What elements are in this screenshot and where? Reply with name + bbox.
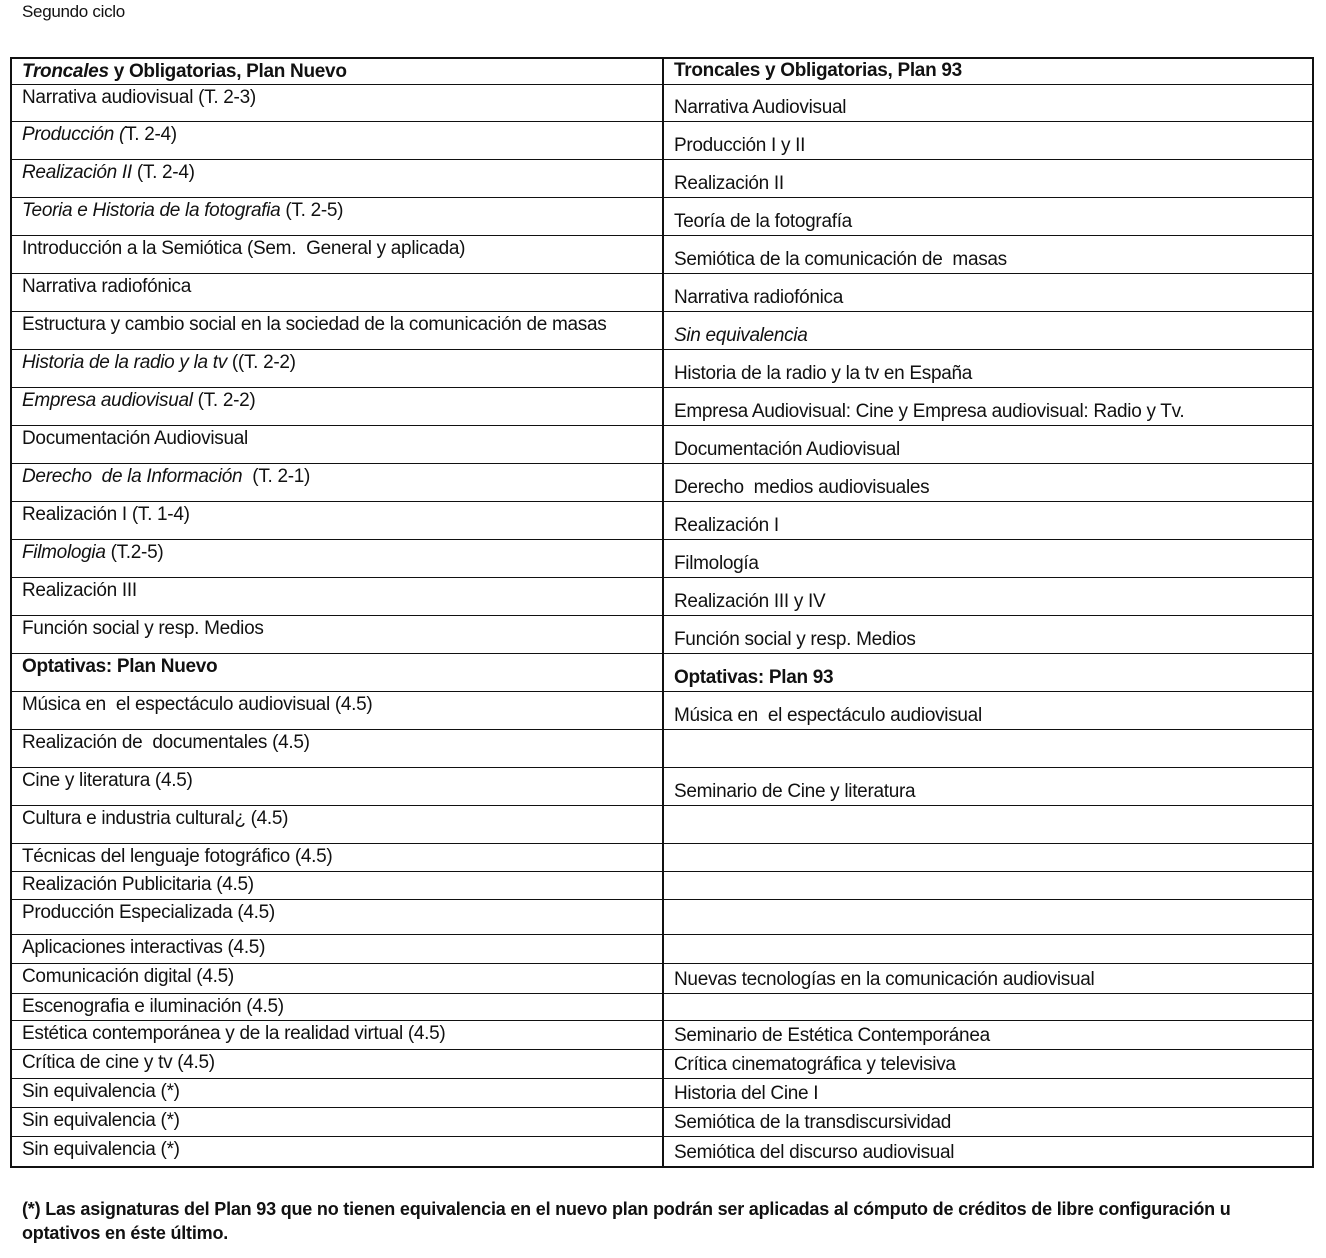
table-row — [12, 463, 1312, 501]
cell-plan-nuevo-note: T. 2-4) — [125, 124, 177, 145]
header-plan-93: Troncales y Obligatorias, Plan 93 — [674, 60, 962, 81]
cell-plan-nuevo — [12, 615, 664, 653]
table-row — [12, 871, 1312, 899]
cell-plan-93: Función social y resp. Medios — [664, 615, 1312, 653]
cell-plan-93: Documentación Audiovisual — [664, 425, 1312, 463]
cell-plan-nuevo: Realización de documentales (4.5) — [12, 729, 664, 767]
cell-plan-93 — [664, 871, 1312, 899]
table-row — [12, 1078, 1312, 1107]
cell-plan-93: Seminario de Cine y literatura — [664, 767, 1312, 805]
table-row — [12, 729, 1312, 767]
cell-plan-nuevo: Realización Publicitaria (4.5) — [12, 871, 664, 899]
cell-plan-nuevo — [12, 501, 664, 539]
cell-plan-nuevo-text: Derecho de la Información — [22, 466, 243, 487]
table-row — [12, 387, 1312, 425]
table-row — [12, 197, 1312, 235]
cell-plan-93 — [664, 993, 1312, 1020]
cell-plan-nuevo-note: (T. 2-4) — [131, 162, 195, 183]
cell-plan-93 — [664, 729, 1312, 767]
cell-plan-93: Semiótica de la comunicación de masas — [664, 235, 1312, 273]
cell-plan-93: Realización II — [664, 159, 1312, 197]
cell-plan-nuevo-text: Estructura y cambio social en la sociedad de la comunicación de masas — [22, 314, 607, 335]
optativas-plan-nuevo-header: Optativas: Plan Nuevo — [12, 653, 664, 691]
cell-plan-93: Historia del Cine I — [664, 1078, 1312, 1107]
table-row — [12, 425, 1312, 463]
cell-plan-nuevo-note: (T. 2-3) — [193, 87, 256, 108]
header-left-rest: y Obligatorias, Plan Nuevo — [108, 61, 347, 82]
cell-plan-93 — [664, 899, 1312, 934]
table-row — [12, 1020, 1312, 1049]
cell-plan-nuevo — [12, 387, 664, 425]
cell-plan-nuevo: Sin equivalencia (*) — [12, 1107, 664, 1136]
cell-plan-nuevo-text: Narrativa radiofónica — [22, 276, 192, 297]
table-row — [12, 1136, 1312, 1166]
table-header-row — [12, 59, 1312, 84]
cell-plan-nuevo-text: Empresa audiovisual — [22, 390, 193, 411]
cell-plan-nuevo — [12, 197, 664, 235]
cell-plan-nuevo — [12, 539, 664, 577]
cell-plan-nuevo-text: Realización I (T. 1-4) — [22, 504, 190, 525]
cell-plan-nuevo-note: ((T. 2-2) — [226, 352, 296, 373]
cell-plan-nuevo-text: Introducción a la Semiótica (Sem. General y aplicada) — [22, 238, 466, 259]
table-row — [12, 843, 1312, 871]
cell-plan-93: Empresa Audiovisual: Cine y Empresa audiovisual: Radio y Tv. — [664, 387, 1312, 425]
cell-plan-nuevo: Aplicaciones interactivas (4.5) — [12, 934, 664, 963]
cell-plan-93: Narrativa radiofónica — [664, 273, 1312, 311]
cell-plan-nuevo: Estética contemporánea y de la realidad virtual (4.5) — [12, 1020, 664, 1049]
table-row — [12, 1049, 1312, 1078]
cell-plan-93 — [664, 843, 1312, 871]
table-row — [12, 501, 1312, 539]
cell-plan-nuevo: Sin equivalencia (*) — [12, 1078, 664, 1107]
header-left-italic: Troncales — [22, 61, 109, 82]
table-row — [12, 1107, 1312, 1136]
cell-plan-93: Sin equivalencia — [664, 311, 1312, 349]
cell-plan-93: Crítica cinematográfica y televisiva — [664, 1049, 1312, 1078]
cell-plan-nuevo: Sin equivalencia (*) — [12, 1136, 664, 1166]
footnote: (*) Las asignaturas del Plan 93 que no tienen equivalencia en el nuevo plan podrán ser aplicadas al cómputo de créditos de libre configuración u optativos en éste último. — [22, 1199, 1231, 1243]
cell-plan-93: Producción I y II — [664, 121, 1312, 159]
table-row — [12, 767, 1312, 805]
cell-plan-nuevo — [12, 235, 664, 273]
optativas-header-row — [12, 653, 1312, 691]
cell-plan-93: Narrativa Audiovisual — [664, 84, 1312, 121]
cell-plan-93: Realización I — [664, 501, 1312, 539]
cell-plan-nuevo — [12, 311, 664, 349]
table-row — [12, 691, 1312, 729]
cell-plan-nuevo-text: Realización III — [22, 580, 137, 601]
table-row — [12, 805, 1312, 843]
cell-plan-93: Historia de la radio y la tv en España — [664, 349, 1312, 387]
cell-plan-nuevo: Técnicas del lenguaje fotográfico (4.5) — [12, 843, 664, 871]
cell-plan-93: Teoría de la fotografía — [664, 197, 1312, 235]
cell-plan-93 — [664, 805, 1312, 843]
table-row — [12, 615, 1312, 653]
cell-plan-nuevo — [12, 425, 664, 463]
cell-plan-93: Derecho medios audiovisuales — [664, 463, 1312, 501]
cell-plan-nuevo: Crítica de cine y tv (4.5) — [12, 1049, 664, 1078]
cell-plan-93: Filmología — [664, 539, 1312, 577]
table-row — [12, 963, 1312, 993]
cell-plan-93: Realización III y IV — [664, 577, 1312, 615]
table-row — [12, 349, 1312, 387]
cell-plan-nuevo: Cultura e industria cultural¿ (4.5) — [12, 805, 664, 843]
cell-plan-nuevo-note: (T. 2-1) — [242, 466, 311, 487]
table-row — [12, 84, 1312, 121]
cell-plan-nuevo-text: Filmologia — [22, 542, 106, 563]
cell-plan-nuevo: Comunicación digital (4.5) — [12, 963, 664, 993]
cell-plan-nuevo: Cine y literatura (4.5) — [12, 767, 664, 805]
table-row — [12, 899, 1312, 934]
cell-plan-nuevo-note: (T. 2-2) — [192, 390, 256, 411]
cell-plan-93: Semiótica de la transdiscursividad — [664, 1107, 1312, 1136]
cell-plan-nuevo — [12, 121, 664, 159]
table-row — [12, 539, 1312, 577]
cell-plan-93: Música en el espectáculo audiovisual — [664, 691, 1312, 729]
cell-plan-nuevo-note: (T. 2-5) — [280, 200, 344, 221]
cell-plan-nuevo-text: Documentación Audiovisual — [22, 428, 248, 449]
cell-plan-nuevo — [12, 84, 664, 121]
table-row — [12, 273, 1312, 311]
cell-plan-nuevo — [12, 159, 664, 197]
cell-plan-nuevo: Escenografia e iluminación (4.5) — [12, 993, 664, 1020]
table-row — [12, 993, 1312, 1020]
cell-plan-nuevo-text: Producción ( — [22, 124, 126, 145]
table-row — [12, 235, 1312, 273]
cell-plan-93: Semiótica del discurso audiovisual — [664, 1136, 1312, 1166]
cell-plan-nuevo — [12, 577, 664, 615]
equivalence-table — [10, 57, 1314, 1168]
cell-plan-nuevo: Música en el espectáculo audiovisual (4.5) — [12, 691, 664, 729]
cell-plan-nuevo-note: (T.2-5) — [105, 542, 164, 563]
cell-plan-93 — [664, 934, 1312, 963]
cell-plan-93: Nuevas tecnologías en la comunicación audiovisual — [664, 963, 1312, 993]
cell-plan-nuevo-text: Historia de la radio y la tv — [22, 352, 227, 373]
cell-plan-nuevo: Producción Especializada (4.5) — [12, 899, 664, 934]
table-row — [12, 159, 1312, 197]
cell-plan-nuevo-text: Narrativa audiovisual — [22, 87, 194, 108]
cell-plan-93: Seminario de Estética Contemporánea — [664, 1020, 1312, 1049]
table-row — [12, 121, 1312, 159]
optativas-plan-93-header: Optativas: Plan 93 — [664, 653, 1312, 691]
header-plan-nuevo — [12, 59, 664, 84]
cell-plan-nuevo — [12, 349, 664, 387]
section-heading: Segundo ciclo — [22, 2, 125, 21]
cell-plan-nuevo — [12, 463, 664, 501]
table-row — [12, 934, 1312, 963]
cell-plan-nuevo — [12, 273, 664, 311]
table-row — [12, 311, 1312, 349]
cell-plan-nuevo-text: Realización II — [22, 162, 132, 183]
cell-plan-nuevo-text: Teoria e Historia de la fotografia — [22, 200, 281, 221]
table-row — [12, 577, 1312, 615]
cell-plan-nuevo-text: Función social y resp. Medios — [22, 618, 264, 639]
